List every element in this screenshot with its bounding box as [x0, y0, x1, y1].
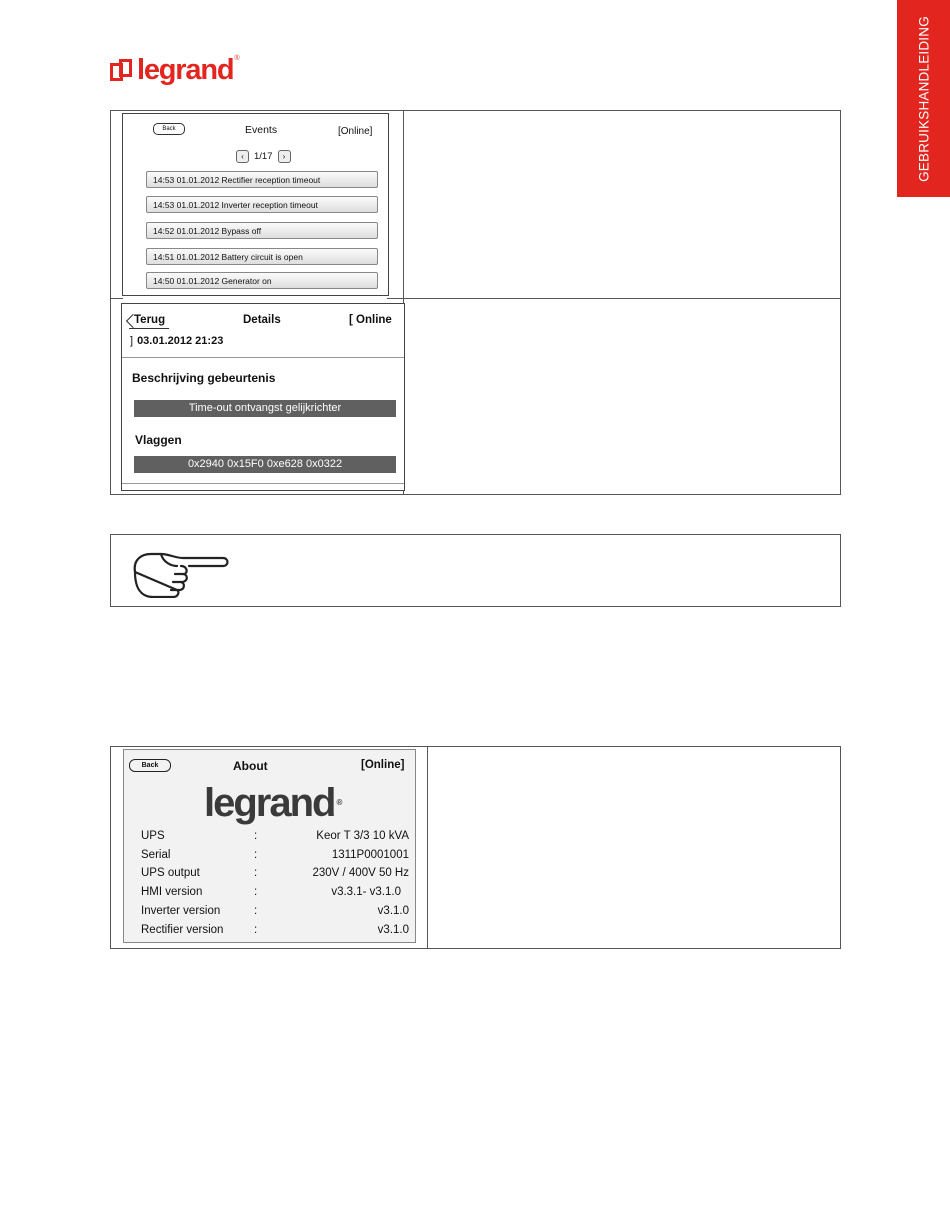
- details-screenshot: [121, 303, 405, 491]
- event-item[interactable]: 14:50 01.01.2012 Generator on: [146, 272, 378, 289]
- info-key: Rectifier version: [141, 924, 224, 936]
- section-tab-label: GEBRUIKSHANDLEIDING: [916, 15, 931, 182]
- chevron-left-icon[interactable]: ‹: [236, 150, 249, 163]
- screen-title: Details: [243, 314, 281, 326]
- info-row: [141, 864, 411, 882]
- info-sep: :: [254, 849, 258, 861]
- info-key: HMI version: [141, 886, 203, 898]
- info-key: Serial: [141, 849, 171, 861]
- info-value: v3.1.0: [377, 905, 409, 917]
- info-key: Inverter version: [141, 905, 221, 917]
- back-button[interactable]: Back: [153, 123, 185, 135]
- flags-value: 0x2940 0x15F0 0xe628 0x0322: [134, 456, 396, 473]
- description-label: Beschrijving gebeurtenis: [132, 371, 276, 385]
- table-divider: [387, 298, 404, 299]
- screen-title: Events: [245, 124, 278, 136]
- status-badge: [Online]: [338, 126, 373, 137]
- section-tab: [897, 0, 950, 197]
- info-value: Keor T 3/3 10 kVA: [316, 830, 409, 842]
- info-sep: :: [254, 886, 258, 898]
- pointing-hand-icon: [125, 544, 229, 598]
- screen-title: About: [233, 759, 268, 773]
- info-row: [141, 921, 411, 939]
- pager: [236, 150, 291, 163]
- about-screenshot: [123, 749, 416, 943]
- info-row: [141, 902, 411, 920]
- brand-logo: [110, 55, 240, 89]
- page-indicator: 1/17: [254, 151, 273, 162]
- date-bracket: ]: [130, 335, 134, 347]
- flags-label: Vlaggen: [135, 433, 182, 447]
- legrand-mark-icon: [110, 59, 132, 81]
- info-key: UPS output: [141, 867, 200, 879]
- info-value: 230V / 400V 50 Hz: [312, 867, 409, 879]
- brand-wordmark: legrand: [137, 54, 234, 86]
- status-badge: [Online]: [361, 759, 405, 771]
- info-key: UPS: [141, 830, 165, 842]
- table-divider: [110, 298, 123, 299]
- event-item[interactable]: 14:53 01.01.2012 Inverter reception timeout: [146, 196, 378, 213]
- info-sep: :: [254, 830, 258, 842]
- note-box: [110, 534, 841, 607]
- status-badge: [ Online: [349, 314, 392, 326]
- date-value: 03.01.2012 21:23: [137, 335, 224, 347]
- back-button[interactable]: Terug: [134, 314, 166, 326]
- about-logo: [204, 780, 342, 826]
- event-item[interactable]: 14:53 01.01.2012 Rectifier reception timeout: [146, 171, 378, 188]
- registered-mark: ®: [234, 55, 240, 62]
- info-sep: :: [254, 905, 258, 917]
- info-value: v3.3.1- v3.1.0: [331, 886, 401, 898]
- table-divider: [427, 746, 428, 949]
- event-item[interactable]: 14:51 01.01.2012 Battery circuit is open: [146, 248, 378, 265]
- info-row: [141, 827, 411, 845]
- info-value: 1311P0001001: [331, 849, 409, 861]
- registered-mark: ®: [336, 798, 343, 807]
- info-sep: :: [254, 924, 258, 936]
- chevron-right-icon[interactable]: ›: [278, 150, 291, 163]
- info-row: [141, 883, 411, 901]
- events-screenshot: [122, 113, 389, 296]
- event-datetime: [130, 335, 223, 347]
- about-logo-word: legrand: [204, 781, 335, 825]
- divider: [122, 357, 404, 358]
- table-divider: [403, 298, 840, 299]
- info-row: [141, 846, 411, 864]
- info-sep: :: [254, 867, 258, 879]
- divider: [122, 483, 404, 484]
- description-value: Time-out ontvangst gelijkrichter: [134, 400, 396, 417]
- event-item[interactable]: 14:52 01.01.2012 Bypass off: [146, 222, 378, 239]
- back-button-underline: [129, 328, 169, 329]
- info-value: v3.1.0: [377, 924, 409, 936]
- back-button[interactable]: Back: [129, 759, 171, 772]
